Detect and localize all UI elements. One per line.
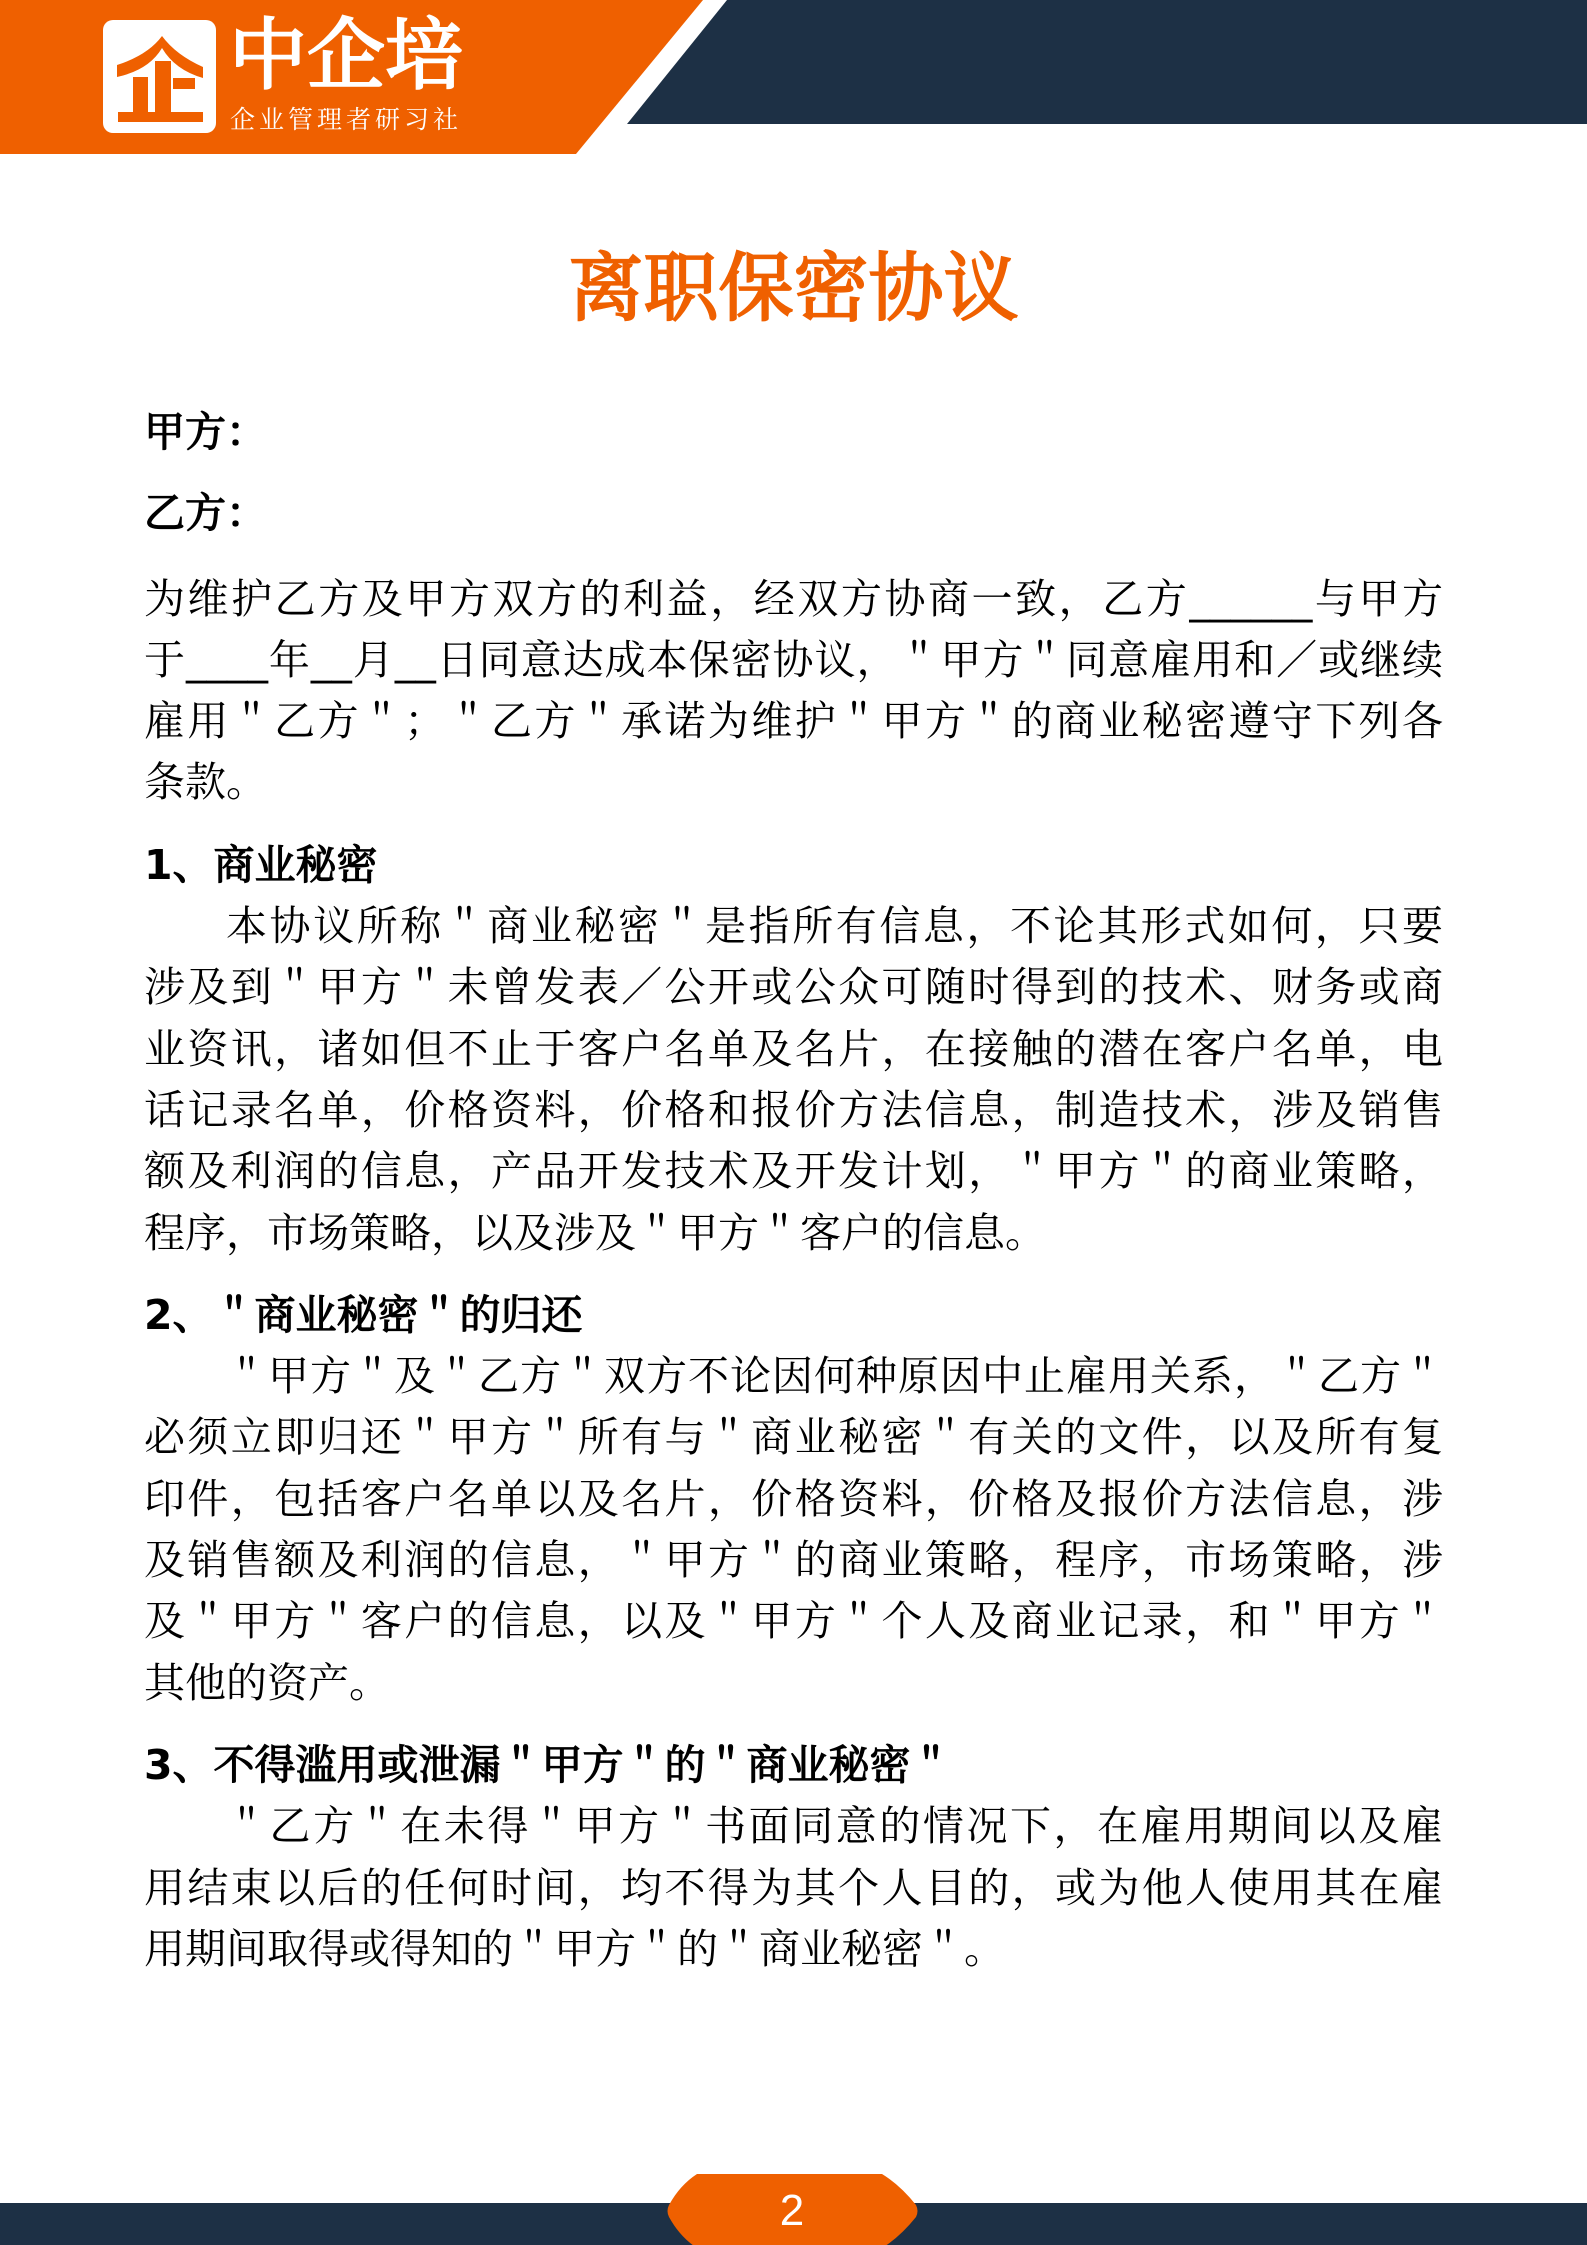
company-logo-qi-icon [103,20,216,133]
text-line: 为维护乙方及甲方双方的利益，经双方协商一致，乙方______与甲方 [144,574,1443,623]
party-b-label: 乙方： [144,489,267,538]
page-number: 2 [779,2186,805,2235]
text-line: 用期间取得或得知的＂甲方＂的＂商业秘密＂。 [144,1924,1005,1973]
text-line: ＂乙方＂在未得＂甲方＂书面同意的情况下，在雇用期间以及雇 [226,1802,1443,1851]
section-heading: 2、＂商业秘密＂的归还 [144,1290,583,1339]
preamble-paragraph [144,569,1443,814]
document-title: 离职保密协议 [568,244,1019,332]
section-paragraph [144,1796,1443,1980]
section-heading: 3、不得滥用或泄漏＂甲方＂的＂商业秘密＂ [144,1740,952,1789]
text-line: ＂甲方＂及＂乙方＂双方不论因何种原因中止雇用关系，＂乙方＂ [226,1352,1443,1401]
text-line: 本协议所称＂商业秘密＂是指所有信息，不论其形式如何，只要 [226,902,1443,951]
text-line: 涉及到＂甲方＂未曾发表／公开或公众可随时得到的技术、财务或商 [144,963,1443,1012]
section-paragraph [144,1346,1443,1714]
text-line: 用结束以后的任何时间，均不得为其个人目的，或为他人使用其在雇 [144,1863,1443,1912]
brand-name: 中企培 [229,11,464,101]
document-body [144,402,1443,1980]
party-a-label: 甲方： [144,408,267,456]
text-line: 业资讯，诸如但不止于客户名单及名片，在接触的潜在客户名单，电 [144,1024,1443,1073]
text-line: 及销售额及利润的信息，＂甲方＂的商业策略，程序，市场策略，涉 [144,1536,1443,1585]
text-line: 印件，包括客户名单以及名片，价格资料，价格及报价方法信息，涉 [144,1474,1443,1523]
text-line: 额及利润的信息，产品开发技术及开发计划，＂甲方＂的商业策略， [144,1147,1443,1196]
text-line: 程序，市场策略，以及涉及＂甲方＂客户的信息。 [144,1208,1046,1257]
header-navy-band [627,0,1587,124]
text-line: 其他的资产。 [144,1658,390,1707]
text-line: 必须立即归还＂甲方＂所有与＂商业秘密＂有关的文件，以及所有复 [144,1413,1443,1462]
company-logo [103,20,216,133]
text-line: 于____年__月__日同意达成本保密协议，＂甲方＂同意雇用和／或继续 [144,635,1443,684]
section-heading: 1、商业秘密 [144,840,378,889]
text-line: 话记录名单，价格资料，价格和报价方法信息，制造技术，涉及销售 [144,1085,1443,1134]
section-paragraph [144,896,1443,1264]
text-line: 条款。 [144,758,267,807]
text-line: 及＂甲方＂客户的信息，以及＂甲方＂个人及商业记录，和＂甲方＂ [144,1597,1443,1646]
text-line: 雇用＂乙方＂；＂乙方＂承诺为维护＂甲方＂的商业秘密遵守下列各 [144,697,1443,746]
brand-tagline: 企业管理者研习社 [230,105,463,134]
